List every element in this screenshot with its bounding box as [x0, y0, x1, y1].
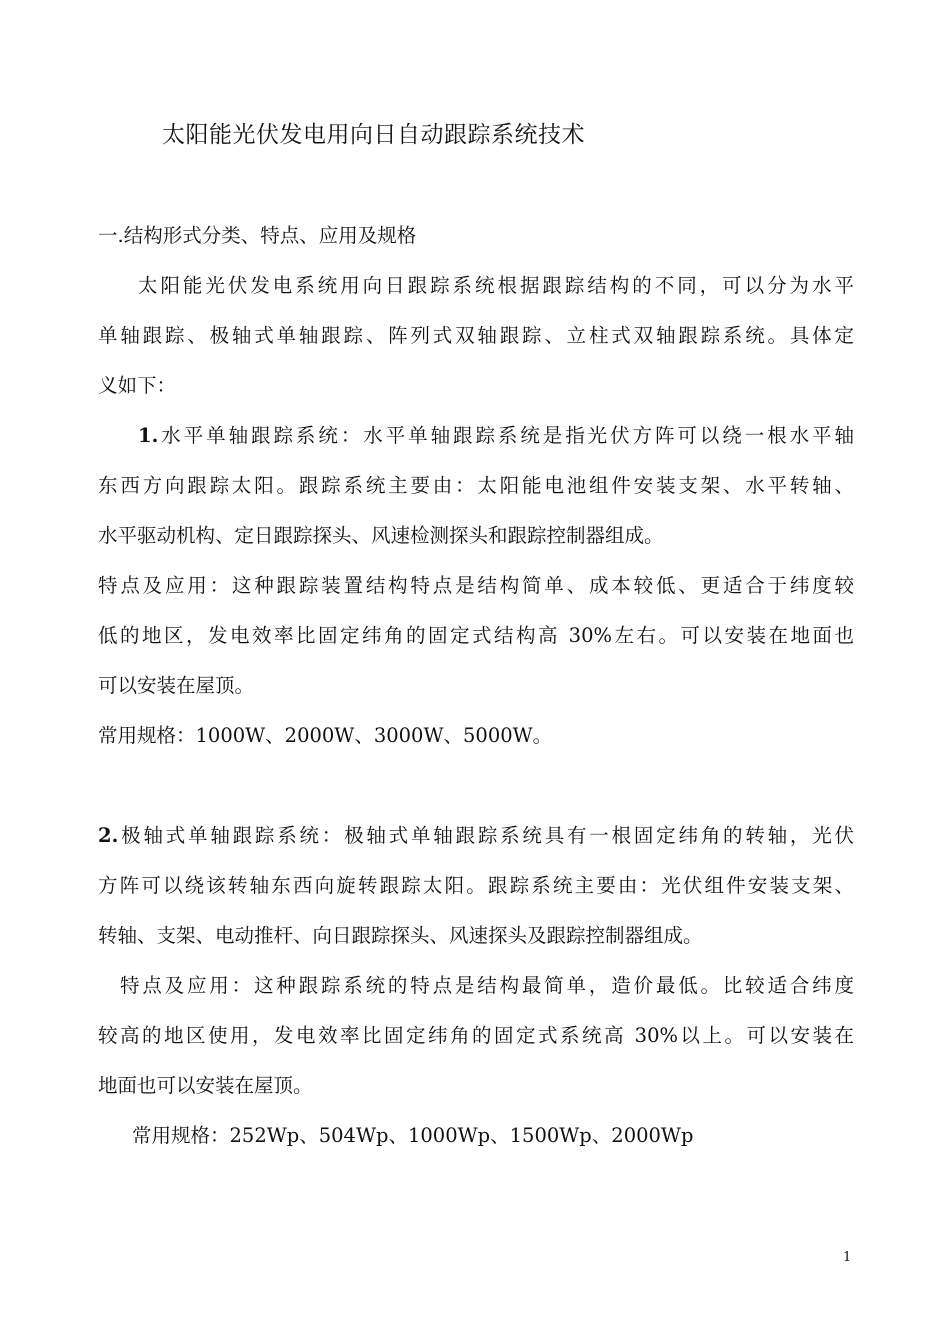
item2-features-line-3: 地面也可以安装在屋顶。	[98, 1074, 313, 1097]
intro-line-2: 单轴跟踪、极轴式单轴跟踪、阵列式双轴跟踪、立柱式双轴跟踪系统。具体定	[98, 324, 854, 347]
item2-number: 2.	[98, 824, 119, 847]
item1-line-2: 东西方向跟踪太阳。跟踪系统主要由：太阳能电池组件安装支架、水平转轴、	[98, 474, 854, 497]
item1-features-line-1: 特点及应用：这种跟踪装置结构特点是结构简单、成本较低、更适合于纬度较	[98, 574, 854, 597]
item2-line-1	[98, 822, 854, 850]
item1-specs: 常用规格：1000W、2000W、3000W、5000W。	[98, 724, 553, 747]
section-heading: 一.结构形式分类、特点、应用及规格	[98, 224, 417, 247]
item2-text-1: 极轴式单轴跟踪系统：极轴式单轴跟踪系统具有一根固定纬角的转轴，光伏	[118, 824, 854, 847]
document-title: 太阳能光伏发电用向日自动跟踪系统技术	[162, 122, 585, 148]
item2-line-3: 转轴、支架、电动推杆、向日跟踪探头、风速探头及跟踪控制器组成。	[98, 924, 703, 947]
item1-text-1: 水平单轴跟踪系统：水平单轴跟踪系统是指光伏方阵可以绕一根水平轴	[158, 424, 854, 447]
intro-line-1: 太阳能光伏发电系统用向日跟踪系统根据跟踪结构的不同，可以分为水平	[138, 274, 854, 297]
item1-line-3: 水平驱动机构、定日跟踪探头、风速检测探头和跟踪控制器组成。	[98, 524, 664, 547]
item1-number: 1.	[138, 424, 159, 447]
item1-line-1	[138, 422, 854, 450]
page-number: 1	[843, 1250, 852, 1265]
item1-features-line-2: 低的地区，发电效率比固定纬角的固定式结构高 30%左右。可以安装在地面也	[98, 624, 854, 647]
intro-line-3: 义如下：	[98, 374, 177, 397]
item2-specs: 常用规格：252Wp、504Wp、1000Wp、1500Wp、2000Wp	[132, 1124, 694, 1147]
item2-features-line-1: 特点及应用：这种跟踪系统的特点是结构最简单，造价最低。比较适合纬度	[120, 974, 854, 997]
item1-features-line-3: 可以安装在屋顶。	[98, 674, 255, 697]
item2-features-line-2: 较高的地区使用，发电效率比固定纬角的固定式系统高 30%以上。可以安装在	[98, 1024, 854, 1047]
item2-line-2: 方阵可以绕该转轴东西向旋转跟踪太阳。跟踪系统主要由：光伏组件安装支架、	[98, 874, 854, 897]
